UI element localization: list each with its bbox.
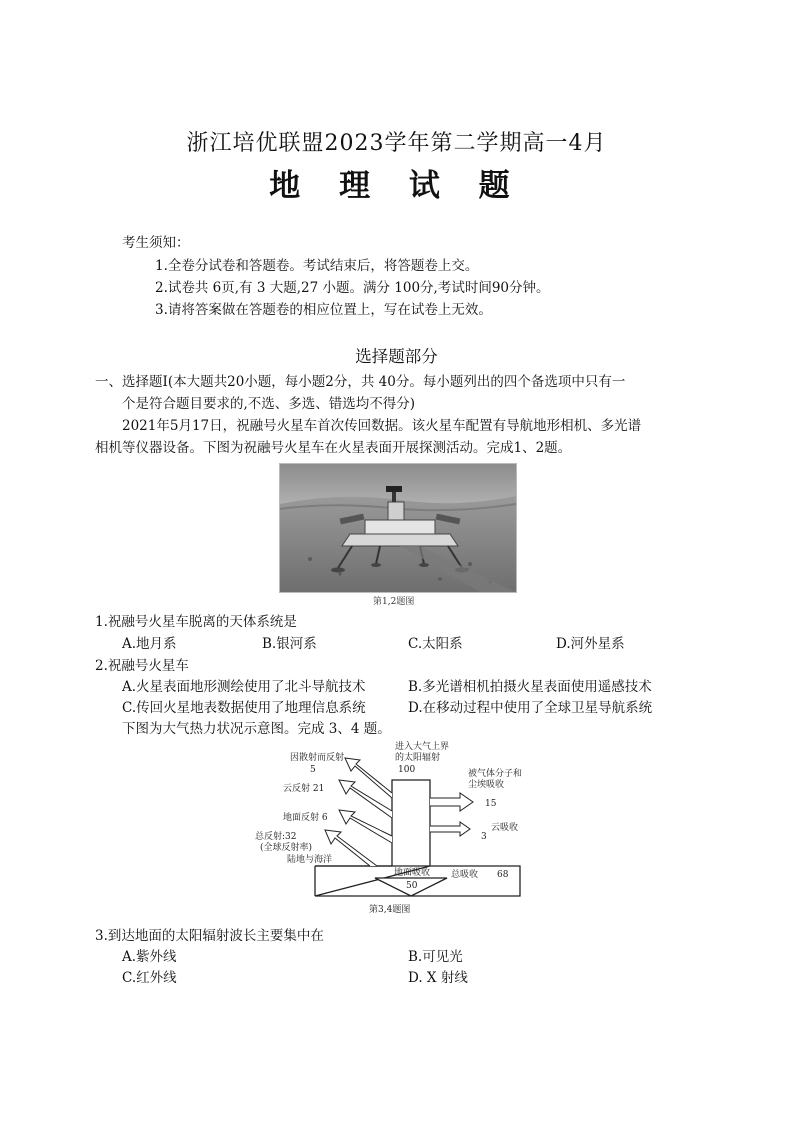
ground-reflect-label: 地面反射 6 [283, 813, 328, 823]
passage-2: 下图为大气热力状况示意图。完成 3、4 题。 [122, 721, 391, 737]
part1-instruction-cont: 个是符合题目要求的,不选、多选、错选均不得分) [122, 396, 416, 412]
q2-option-d: D.在移动过程中使用了全球卫星导航系统 [408, 700, 653, 716]
total-reflect-label-1: 总反射:32 [255, 832, 297, 842]
mars-rover-illustration [280, 464, 516, 592]
scatter-value: 5 [310, 765, 316, 775]
total-reflect-arrow [325, 830, 377, 866]
q3-option-a: A.紫外线 [122, 949, 177, 965]
q1-option-d: D.河外星系 [556, 636, 625, 652]
cloud-absorb-value: 3 [481, 832, 487, 842]
land-sea-label: 陆地与海洋 [287, 855, 333, 865]
notice-heading: 考生须知： [122, 235, 190, 251]
q2-option-b: B.多光谱相机拍摄火星表面使用遥感技术 [408, 679, 652, 695]
cloud-reflect-label: 云反射 21 [283, 784, 325, 794]
top-label-2: 的太阳辐射 [395, 753, 441, 763]
q1-option-a: A.地月系 [122, 636, 177, 652]
gas-absorb-label-2: 尘埃吸收 [468, 780, 505, 790]
passage-line: 2021年5月17日，祝融号火星车首次传回数据。该火星车配置有导航地形相机、多光谱 [122, 418, 642, 434]
notice-item: 3.请将答案做在答题卷的相应位置上，写在试卷上无效。 [155, 302, 492, 318]
gas-absorb-value: 15 [485, 799, 497, 809]
scatter-label: 因散射而反射 [290, 753, 345, 763]
mars-rover-photo [279, 463, 517, 593]
q3-option-b: B.可见光 [408, 949, 463, 965]
section-title: 选择题部分 [355, 347, 438, 366]
notice-item: 1.全卷分试卷和答题卷。考试结束后，将答题卷上交。 [155, 258, 479, 274]
gas-absorb-arrow [430, 793, 473, 811]
top-value: 100 [398, 765, 416, 775]
figure1-caption: 第1,2题图 [373, 597, 415, 607]
q2-option-c: C.传回火星地表数据使用了地理信息系统 [122, 700, 366, 716]
cloud-absorb-label: 云吸收 [491, 823, 519, 833]
notice-item: 2.试卷共 6页,有 3 大题,27 小题。满分 100分,考试时间90分钟。 [155, 280, 550, 296]
total-absorb-label: 总吸收 [451, 870, 479, 880]
incoming-radiation-column [392, 780, 430, 866]
ground-absorb-value: 50 [406, 881, 418, 891]
gas-absorb-label-1: 被气体分子和 [468, 769, 523, 779]
question-1-stem: 1.祝融号火星车脱离的天体系统是 [95, 614, 297, 630]
q1-option-b: B.银河系 [262, 636, 317, 652]
exam-title-line2: 地 理 试 题 [269, 168, 524, 204]
q3-option-c: C.红外线 [122, 970, 177, 986]
total-absorb-value: 68 [497, 870, 509, 880]
exam-title-line1: 浙江培优联盟2023学年第二学期高一4月 [186, 131, 607, 156]
question-2-stem: 2.祝融号火星车 [95, 658, 189, 674]
cloud-absorb-arrow [430, 822, 470, 836]
q2-option-a: A.火星表面地形测绘使用了北斗导航技术 [122, 679, 366, 695]
question-3-stem: 3.到达地面的太阳辐射波长主要集中在 [95, 928, 324, 944]
ground-reflect-arrow [339, 810, 392, 843]
ground-absorb-label: 地面吸收 [394, 868, 431, 878]
total-reflect-label-2: (全球反射率) [260, 843, 313, 853]
atmosphere-heat-diagram [255, 738, 535, 913]
figure2-caption: 第3,4题图 [369, 905, 411, 913]
scatter-reflect-arrow [345, 758, 392, 798]
part1-instruction: 一、选择题Ⅰ(本大题共20小题，每小题2分，共 40分。每小题列出的四个备选项中只有一 [95, 374, 626, 390]
top-label-1: 进入大气上界 [395, 742, 450, 752]
q3-option-d: D. X 射线 [408, 970, 468, 986]
passage-line: 相机等仪器设备。下图为祝融号火星车在火星表面开展探测活动。完成1、2题。 [95, 440, 572, 456]
q1-option-c: C.太阳系 [408, 636, 463, 652]
